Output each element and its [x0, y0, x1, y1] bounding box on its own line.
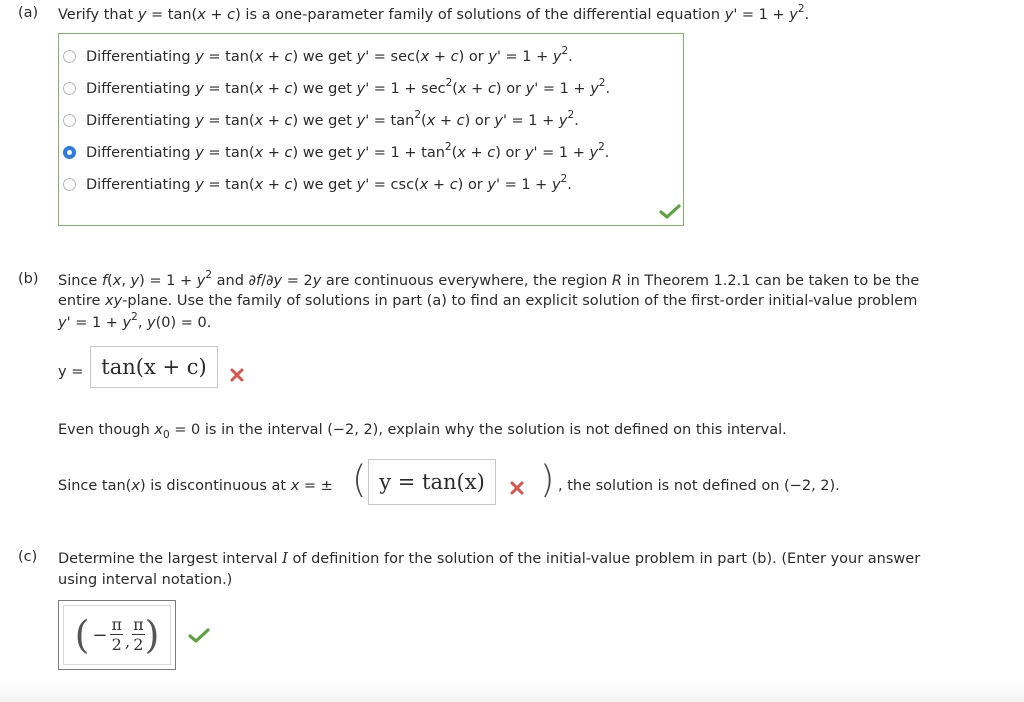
left-paren: ( [352, 458, 367, 501]
choice-text: Differentiating y = tan(x + c) we get y' = csc(x + c) or $y' = 1 + y^2$. [86, 173, 572, 193]
interval-answer-input[interactable] [58, 600, 176, 670]
fraction-left [110, 617, 123, 653]
since-prefix: Since tan(x) is discontinuous at x = ± [58, 478, 333, 494]
fraction-right [132, 617, 145, 653]
incorrect-x-icon [230, 368, 244, 386]
choice-2[interactable] [62, 79, 672, 101]
correct-check-icon [188, 628, 210, 644]
part-c-label: (c) [18, 549, 38, 565]
close-paren: ) [144, 613, 160, 657]
choice-text: Differentiating y = tan(x + c) we get $y' = 1 + \tan^2(x + c)$ or $y' = 1 + y^2$. [86, 141, 610, 161]
since-value: y = tan(x) [379, 470, 485, 494]
bottom-shadow [0, 682, 1024, 702]
answer-value: tan(x + c) [101, 355, 207, 379]
interval-expression [63, 605, 171, 665]
minus-sign: − [92, 624, 108, 646]
discontinuity-input[interactable] [368, 459, 496, 505]
choice-text: Differentiating y = tan(x + c) we get $y' = 1 + \sec^2(x + c)$ or $y' = 1 + y^2$. [86, 77, 611, 97]
correct-check-icon [659, 204, 681, 220]
denominator: 2 [111, 635, 122, 654]
part-c-line1: Determine the largest interval I of definition for the solution of the initial-value problem in part (b). (Enter your answer [58, 551, 921, 567]
choice-text: Differentiating y = tan(x + c) we get $y' = \tan^2(x + c)$ or $y' = 1 + y^2$. [86, 109, 579, 129]
right-paren: ) [540, 458, 555, 501]
since-suffix: , the solution is not defined on (−2, 2). [558, 478, 840, 494]
comma: , [125, 631, 131, 651]
choices-group [58, 33, 684, 226]
part-b-line3: $y' = 1 + y^2$, y(0) = 0. [58, 311, 212, 331]
explicit-solution-input[interactable] [90, 346, 218, 388]
part-c-line2: using interval notation.) [58, 572, 233, 588]
numerator: π [111, 615, 122, 634]
radio-button[interactable] [63, 50, 76, 63]
choice-1[interactable] [62, 47, 672, 69]
choice-5[interactable] [62, 175, 672, 197]
radio-button[interactable] [63, 82, 76, 95]
radio-button[interactable] [63, 178, 76, 191]
part-b-line1: Since f(x, $y) = 1 + y^2$ and ∂f/∂y = 2y are continuous everywhere, the region R in Theorem 1.2.1 can be taken to be the [58, 269, 920, 289]
choice-4[interactable] [62, 143, 672, 165]
incorrect-x-icon [510, 481, 524, 499]
choice-text: Differentiating y = tan(x + c) we get y' = sec(x + c) or $y' = 1 + y^2$. [86, 45, 573, 65]
denominator: 2 [133, 635, 144, 654]
part-a-question: Verify that y = tan(x + c) is a one-parameter family of solutions of the differential equation $y' = 1 + y^2$. [58, 3, 810, 23]
part-b-question2: Even though $x_0 = 0$ is in the interval (−2, 2), explain why the solution is not defined on this interval. [58, 422, 787, 441]
part-b-label: (b) [18, 271, 39, 287]
part-a-label: (a) [18, 5, 39, 21]
numerator: π [133, 615, 144, 634]
answer-prefix: y = [58, 364, 84, 380]
radio-button[interactable] [63, 114, 76, 127]
choice-3[interactable] [62, 111, 672, 133]
open-paren: ( [74, 613, 90, 657]
radio-button-selected[interactable] [63, 146, 76, 159]
part-b-line2: entire xy-plane. Use the family of solutions in part (a) to find an explicit solution of the first-order initial-value problem [58, 293, 918, 309]
